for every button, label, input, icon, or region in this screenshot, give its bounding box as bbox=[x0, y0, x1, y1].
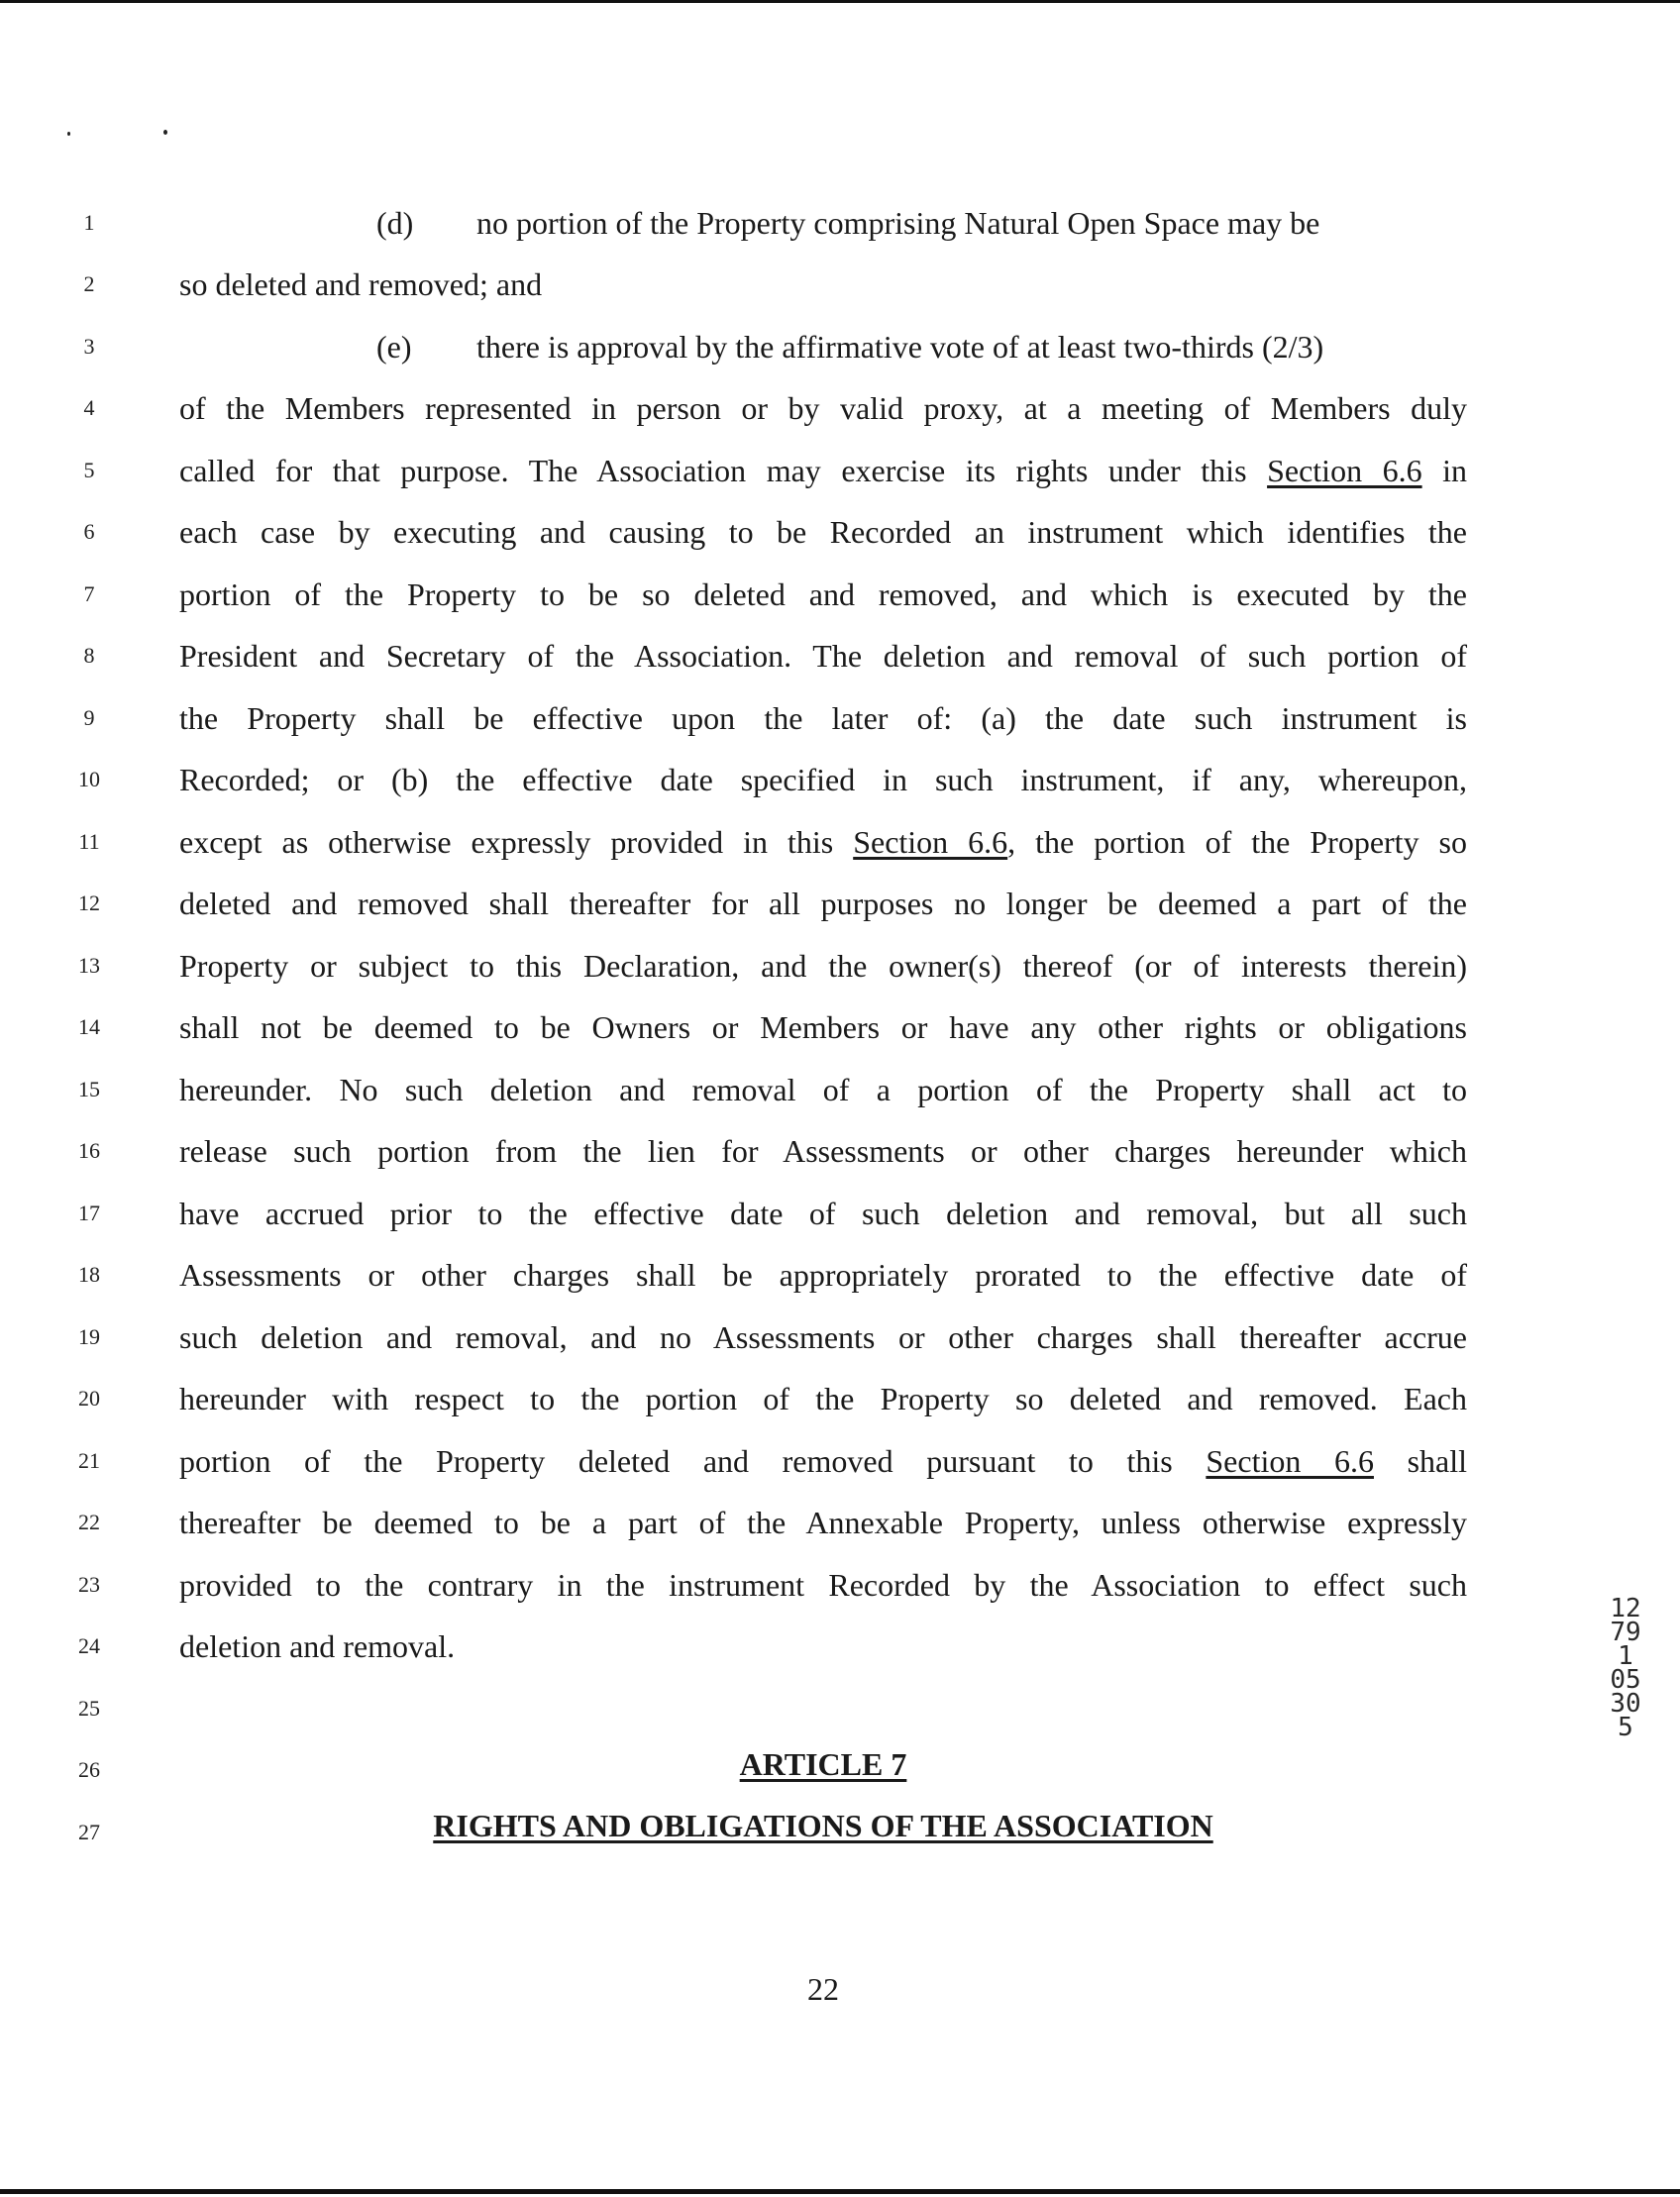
text-line bbox=[179, 451, 1467, 490]
text-line: the Property shall be effective upon the later of: (a) the date such instrument is bbox=[179, 700, 1467, 736]
paragraph-label: (e) bbox=[376, 329, 412, 365]
text-run: portion of the Property deleted and removed pursuant to this bbox=[179, 1443, 1173, 1479]
text-line: hereunder with respect to the portion of the Property so deleted and removed. Each bbox=[179, 1381, 1467, 1416]
text-run: in bbox=[1442, 453, 1468, 488]
section-reference: Section 6.6 bbox=[1267, 453, 1422, 488]
section-reference: Section 6.6 bbox=[1206, 1443, 1374, 1479]
paragraph-e-line bbox=[376, 327, 1467, 366]
article-title: RIGHTS AND OBLIGATIONS OF THE ASSOCIATION bbox=[433, 1808, 1213, 1843]
text-line: release such portion from the lien for Assessments or other charges hereunder which bbox=[179, 1133, 1467, 1169]
line-number: 11 bbox=[78, 829, 100, 854]
line-number: 4 bbox=[83, 395, 95, 420]
text-line: each case by executing and causing to be Recorded an instrument which identifies the bbox=[179, 514, 1467, 550]
text-line: thereafter be deemed to be a part of the Annexable Property, unless otherwise expressly bbox=[179, 1505, 1467, 1540]
text-line: such deletion and removal, and no Assessments or other charges shall thereafter accrue bbox=[179, 1319, 1467, 1355]
line-number: 25 bbox=[78, 1696, 100, 1721]
line-number: 9 bbox=[83, 705, 95, 730]
top-rule bbox=[0, 0, 1680, 3]
text-line bbox=[179, 1441, 1467, 1481]
line-number: 5 bbox=[83, 458, 95, 482]
text-run: except as otherwise expressly provided in this bbox=[179, 824, 834, 860]
text-run: shall bbox=[1407, 1443, 1467, 1479]
scan-speck bbox=[67, 132, 70, 136]
text-run: there is approval by the affirmative vote of at least two-thirds (2/3) bbox=[476, 329, 1324, 365]
article-number: ARTICLE 7 bbox=[739, 1746, 907, 1782]
line-number: 3 bbox=[83, 334, 95, 359]
text-line: Property or subject to this Declaration, and the owner(s) thereof (or of interests therein) bbox=[179, 948, 1467, 984]
text-line: Recorded; or (b) the effective date specified in such instrument, if any, whereupon, bbox=[179, 762, 1467, 797]
line-number: 18 bbox=[78, 1262, 100, 1287]
line-number: 7 bbox=[83, 581, 95, 606]
text-line: have accrued prior to the effective date of such deletion and removal, but all such bbox=[179, 1196, 1467, 1231]
text-line: portion of the Property to be so deleted and removed, and which is executed by the bbox=[179, 576, 1467, 612]
text-line: Assessments or other charges shall be appropriately prorated to the effective date of bbox=[179, 1257, 1467, 1293]
line-number: 23 bbox=[78, 1572, 100, 1597]
text-line: of the Members represented in person or by valid proxy, at a meeting of Members duly bbox=[179, 390, 1467, 426]
text-run: called for that purpose. The Association may exercise its rights under this bbox=[179, 453, 1247, 488]
scan-speck bbox=[163, 130, 167, 135]
line-number: 13 bbox=[78, 953, 100, 978]
line-number: 14 bbox=[78, 1014, 100, 1039]
paragraph-label: (d) bbox=[376, 205, 414, 241]
section-reference: Section 6.6 bbox=[853, 824, 1008, 860]
line-number: 2 bbox=[83, 271, 95, 296]
paragraph-d-line bbox=[376, 203, 1467, 243]
line-number: 1 bbox=[83, 210, 95, 235]
line-number: 10 bbox=[78, 767, 100, 791]
line-number: 26 bbox=[78, 1757, 100, 1782]
text-line: provided to the contrary in the instrument Recorded by the Association to effect such bbox=[179, 1567, 1467, 1603]
text-line: so deleted and removed; and bbox=[179, 266, 543, 302]
line-number: 15 bbox=[78, 1077, 100, 1101]
line-number: 24 bbox=[78, 1633, 100, 1658]
text-line: deleted and removed shall thereafter for all purposes no longer be deemed a part of the bbox=[179, 886, 1467, 921]
line-number: 6 bbox=[83, 519, 95, 544]
text-line: President and Secretary of the Association. The deletion and removal of such portion of bbox=[179, 638, 1467, 674]
line-number: 27 bbox=[78, 1820, 100, 1844]
line-number: 19 bbox=[78, 1324, 100, 1349]
page-number: 22 bbox=[807, 1971, 839, 2007]
text-run: , the portion of the Property so bbox=[1007, 824, 1467, 860]
line-number: 17 bbox=[78, 1201, 100, 1225]
line-number: 21 bbox=[78, 1448, 100, 1473]
text-line bbox=[179, 822, 1467, 862]
text-run: no portion of the Property comprising Natural Open Space may be bbox=[476, 205, 1320, 241]
line-number: 20 bbox=[78, 1386, 100, 1411]
text-line: deletion and removal. bbox=[179, 1628, 456, 1664]
document-stamp: 12791 05305 bbox=[1610, 1594, 1641, 1742]
line-number: 8 bbox=[83, 643, 95, 668]
line-number: 12 bbox=[78, 890, 100, 915]
bottom-rule bbox=[0, 2189, 1680, 2194]
text-line: shall not be deemed to be Owners or Members or have any other rights or obligations bbox=[179, 1009, 1467, 1045]
line-number: 16 bbox=[78, 1138, 100, 1163]
line-number: 22 bbox=[78, 1510, 100, 1534]
text-line: hereunder. No such deletion and removal of a portion of the Property shall act to bbox=[179, 1072, 1467, 1107]
